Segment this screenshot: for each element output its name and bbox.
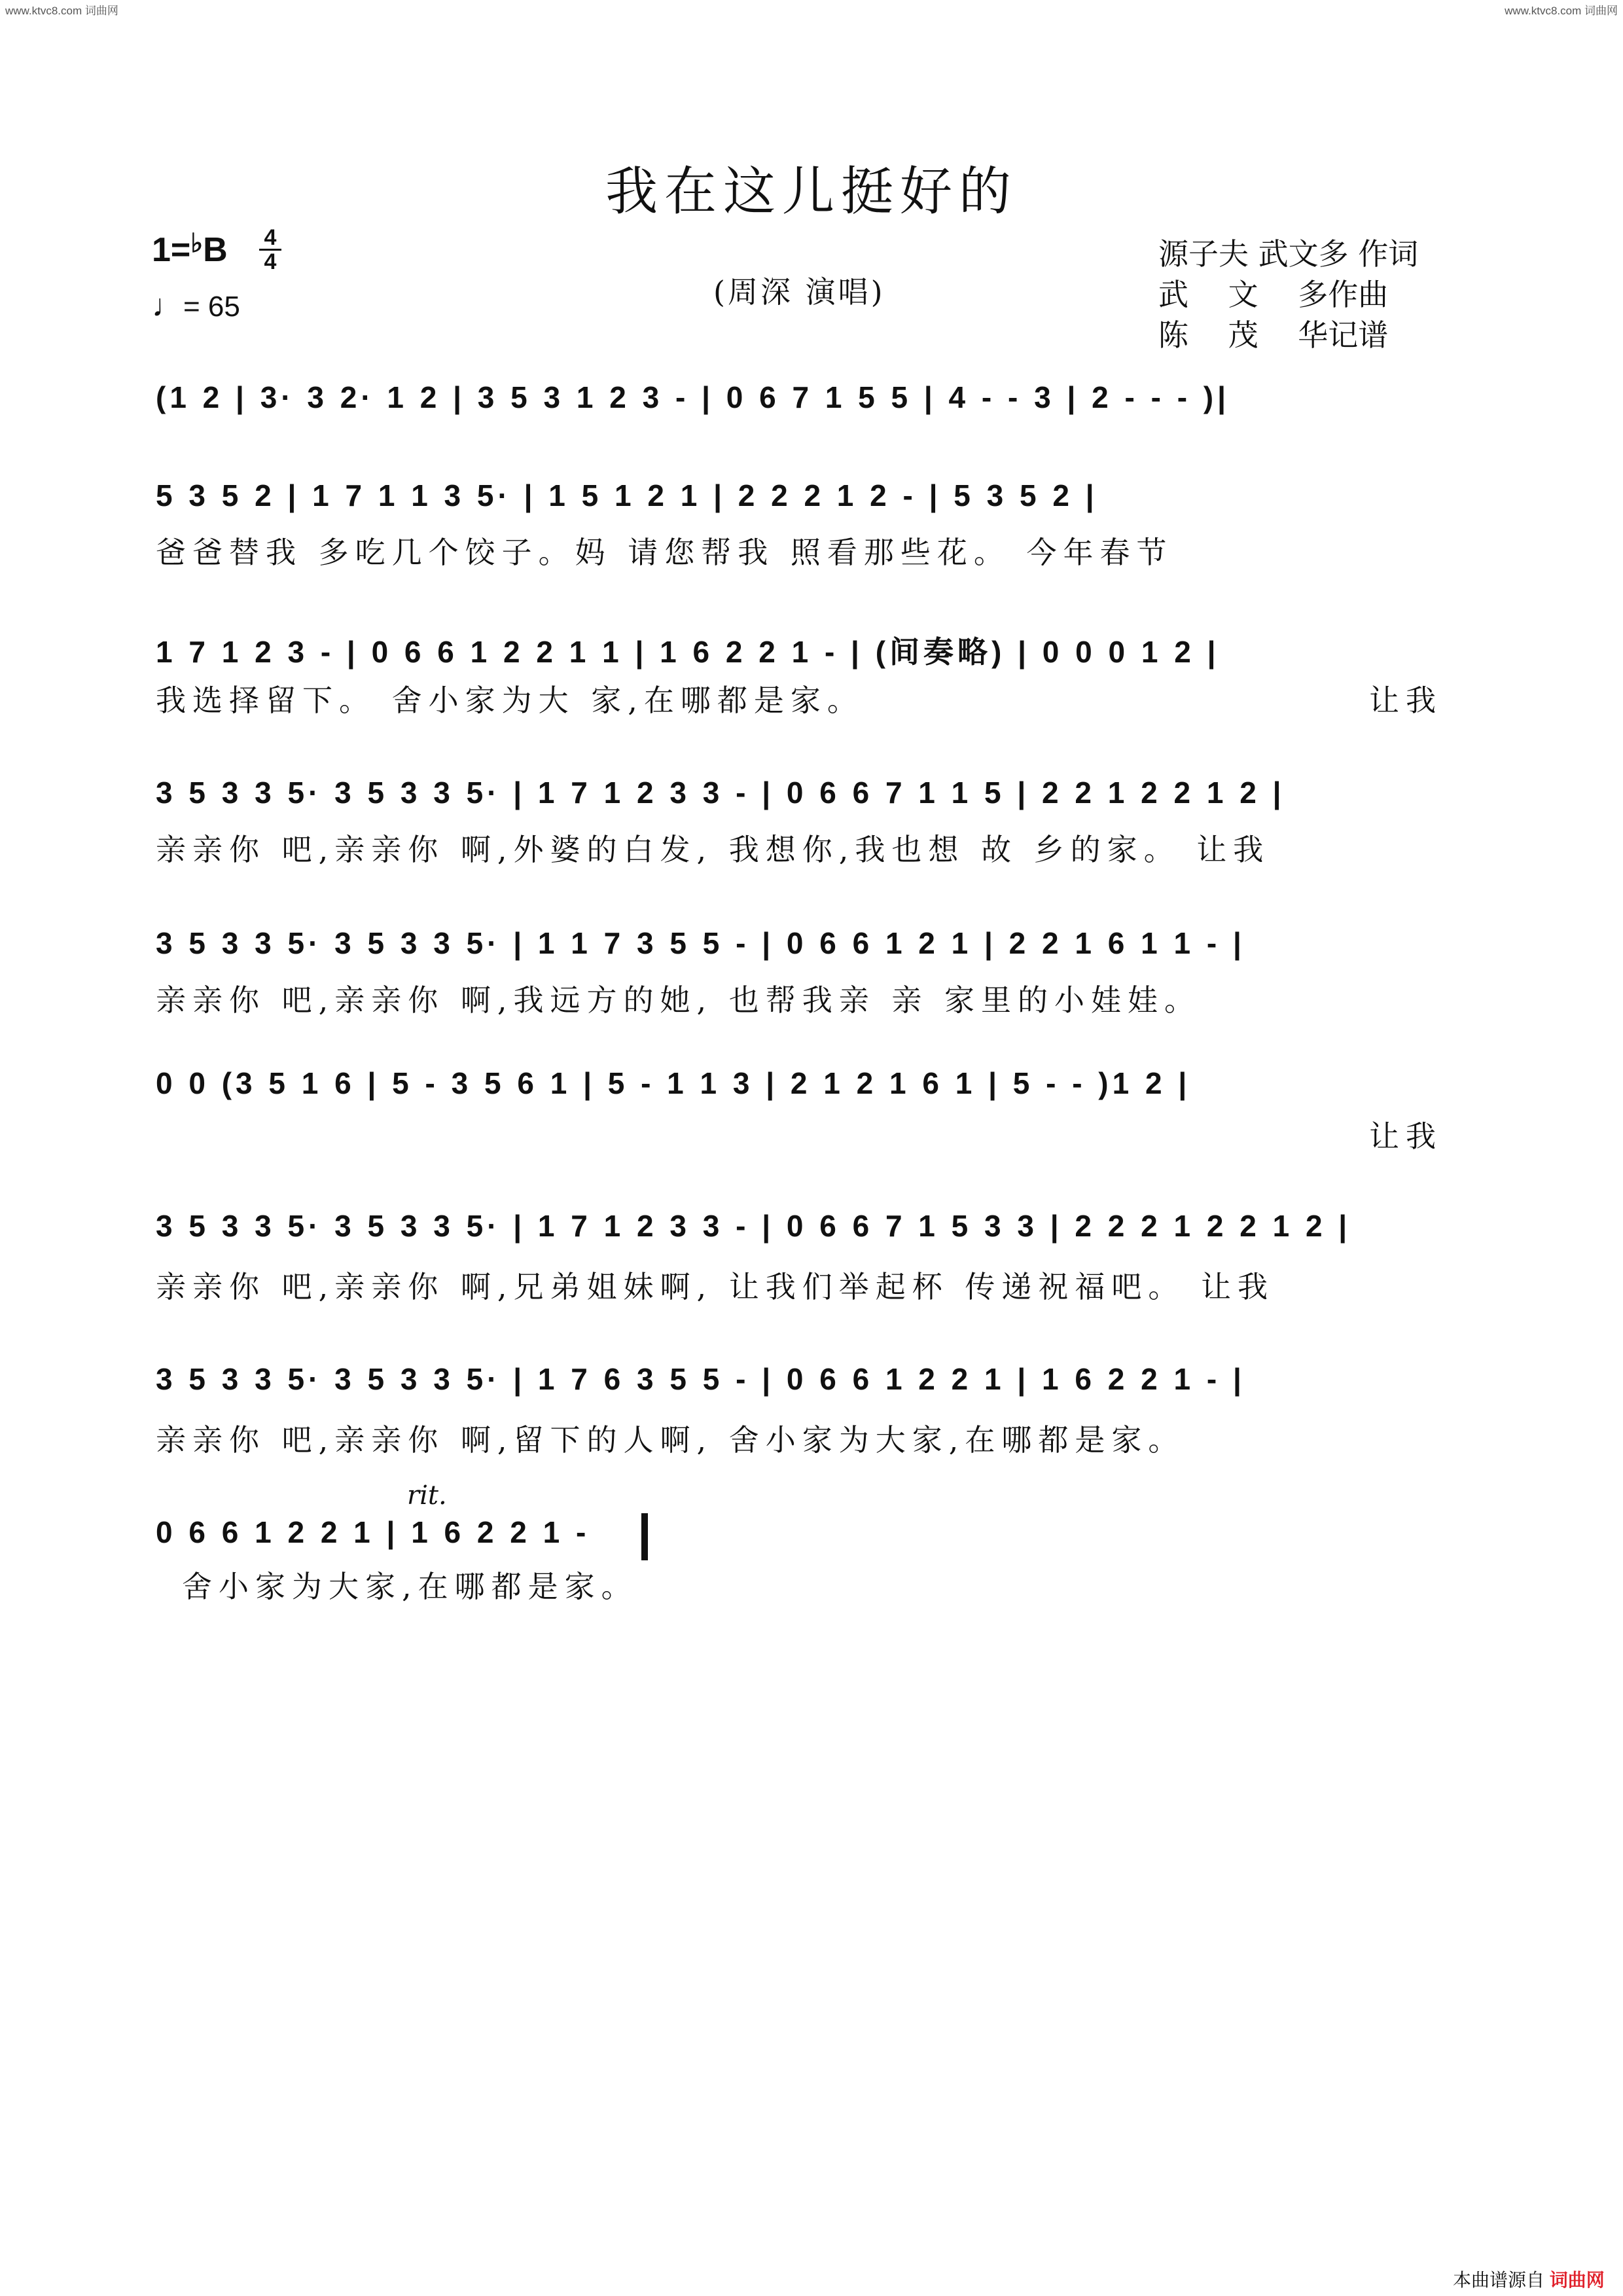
lyric-line-3: 亲亲你 吧,亲亲你 啊,外婆的白发, 我想你,我也想 故 乡的家。 让我: [156, 832, 1270, 867]
score-line-7: 3 5 3 3 5· 3 5 3 3 5· | 1 7 1 2 3 3 - | 0 6 6 7 1 5 3 3 | 2 2 2 1 2 2 1 2 |: [156, 1209, 1351, 1243]
lyric-line-1: 爸爸替我 多吃几个饺子。妈 请您帮我 照看那些花。 今年春节: [156, 535, 1173, 570]
footer-text: 本曲谱源自: [1453, 2270, 1545, 2290]
key-letter: B: [203, 231, 228, 269]
time-signature: [259, 226, 281, 273]
time-numerator: 4: [259, 226, 281, 251]
watermark-right: www.ktvc8.com 词曲网: [1505, 5, 1618, 17]
lyric-line-5: 亲亲你 吧,亲亲你 啊,兄弟姐妹啊, 让我们举起杯 传递祝福吧。 让我: [156, 1269, 1274, 1304]
lyric-pickup-1: 让我: [1369, 683, 1442, 718]
lyric-line-2: 我选择留下。 舍小家为大 家,在哪都是家。: [156, 683, 864, 718]
key-signature: [152, 230, 228, 270]
time-denominator: 4: [264, 249, 277, 274]
lyric-pickup-2: 让我: [1369, 1119, 1442, 1154]
song-title: 我在这儿挺好的: [605, 161, 1018, 222]
ritardando-marking: rit.: [407, 1480, 447, 1511]
key-label: 1=: [152, 231, 191, 269]
score-line-2: 5 3 5 2 | 1 7 1 1 3 5· | 1 5 1 2 1 | 2 2 2 1 2 - | 5 3 5 2 |: [156, 478, 1098, 512]
final-barline: [641, 1513, 648, 1560]
watermark-left: www.ktvc8.com 词曲网: [5, 5, 118, 17]
score-line-5: 3 5 3 3 5· 3 5 3 3 5· | 1 1 7 3 5 5 - | 0 6 6 1 2 1 | 2 2 1 6 1 1 - |: [156, 926, 1245, 960]
score-line-3: 1 7 1 2 3 - | 0 6 6 1 2 2 1 1 | 1 6 2 2 1 - | (间奏略) | 0 0 0 1 2 |: [156, 635, 1220, 669]
tempo-value: = 65: [183, 291, 240, 323]
score-line-9: 0 6 6 1 2 2 1 | 1 6 2 2 1 -: [156, 1515, 590, 1549]
lyric-line-6: 亲亲你 吧,亲亲你 啊,留下的人啊, 舍小家为大家,在哪都是家。: [156, 1422, 1185, 1458]
score-line-4: 3 5 3 3 5· 3 5 3 3 5· | 1 7 1 2 3 3 - | 0 6 6 7 1 1 5 | 2 2 1 2 2 1 2 |: [156, 776, 1285, 810]
performer: (周深 演唱): [713, 274, 885, 310]
score-line-6: 0 0 (3 5 1 6 | 5 - 3 5 6 1 | 5 - 1 1 3 | 2 1 2 1 6 1 | 5 - - )1 2 |: [156, 1066, 1191, 1100]
flat-sign: ♭: [190, 229, 204, 258]
score-line-8: 3 5 3 3 5· 3 5 3 3 5· | 1 7 6 3 5 5 - | 0 6 6 1 2 2 1 | 1 6 2 2 1 - |: [156, 1362, 1245, 1396]
quarter-note-icon: ♩: [152, 289, 183, 323]
lyric-line-7: 舍小家为大家,在哪都是家。: [182, 1569, 638, 1604]
credit-lyrics: 源子夫 武文多 作词: [1158, 236, 1419, 272]
footer-brand-link[interactable]: 词曲网: [1549, 2270, 1605, 2290]
tempo-marking: [152, 288, 240, 324]
credit-transcriber: 陈 茂 华记谱: [1158, 317, 1389, 353]
lyric-line-4: 亲亲你 吧,亲亲你 啊,我远方的她, 也帮我亲 亲 家里的小娃娃。: [156, 982, 1201, 1018]
score-line-1: (1 2 | 3· 3 2· 1 2 | 3 5 3 1 2 3 - | 0 6 7 1 5 5 | 4 - - 3 | 2 - - - )|: [156, 380, 1230, 414]
footer-source: [1453, 2266, 1605, 2292]
credit-composer: 武 文 多作曲: [1158, 277, 1389, 312]
